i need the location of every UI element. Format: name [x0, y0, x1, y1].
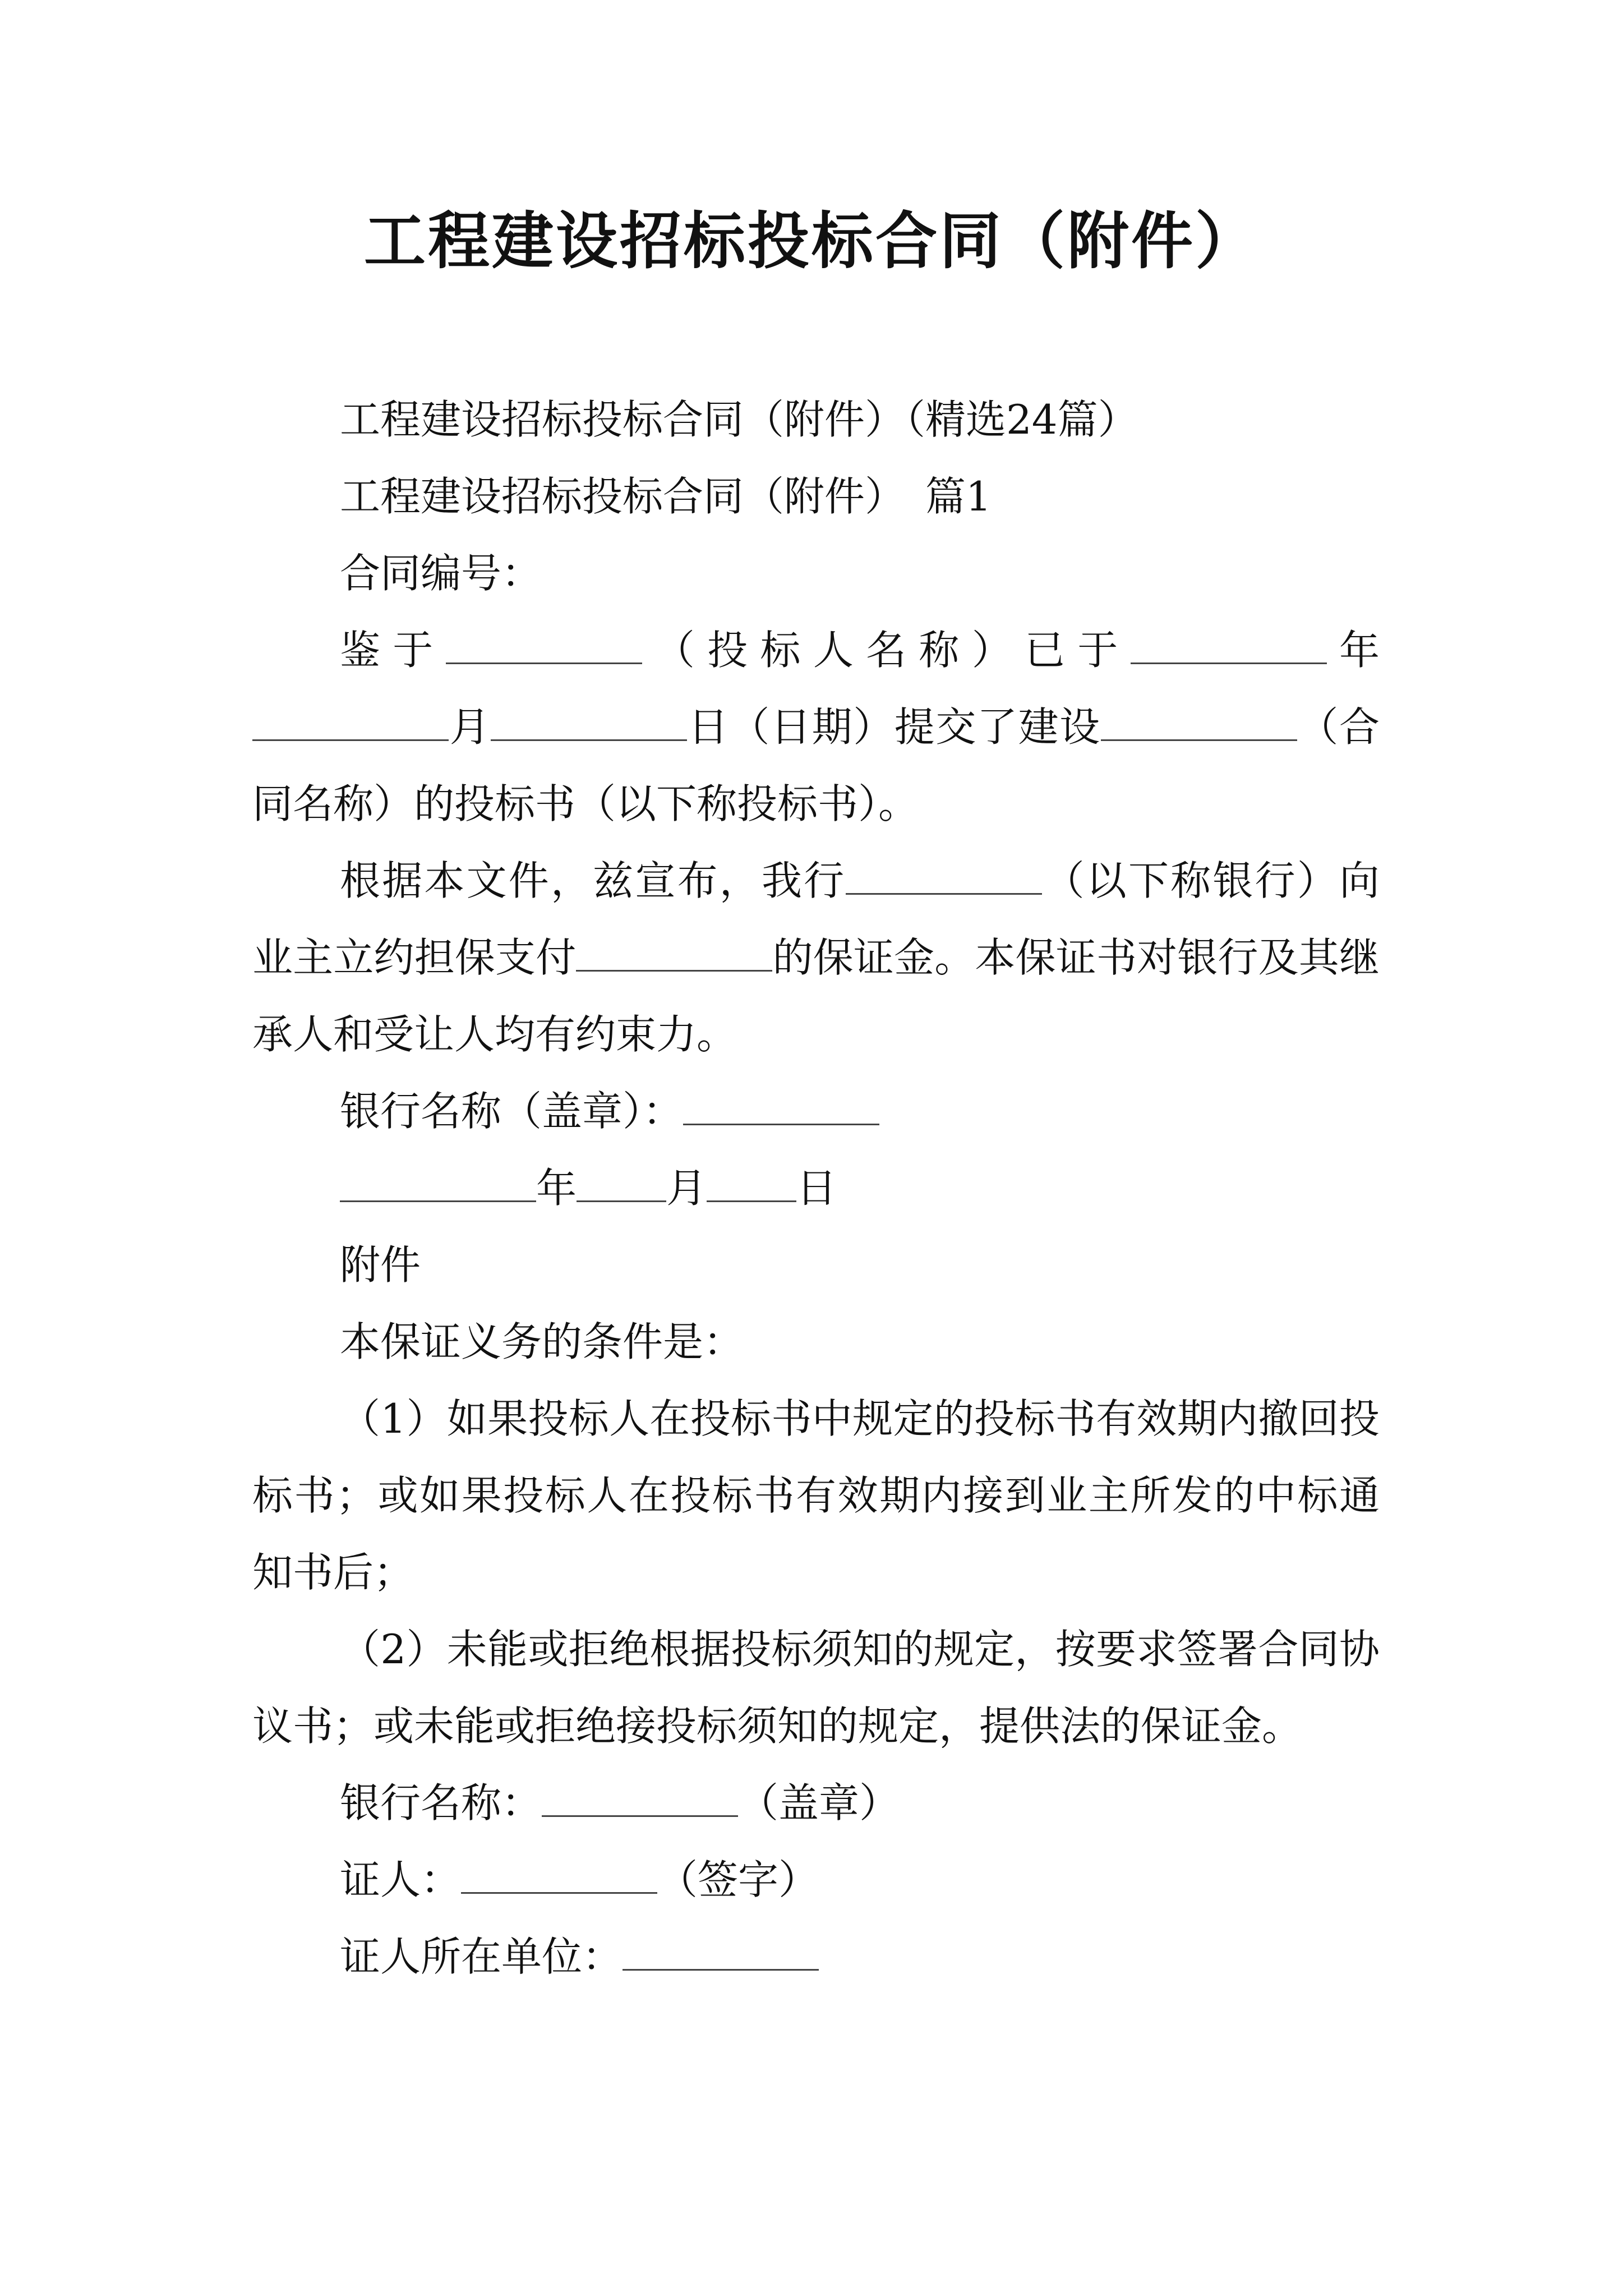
date-year-blank[interactable]	[340, 1167, 536, 1202]
witness-unit-line	[252, 1918, 1380, 1995]
bank-name-label: 银行名称：	[340, 1779, 542, 1826]
declare-text-3: 的保证金。本保证书对银行及其继承人和受让人均有约束力。	[252, 934, 1380, 1058]
declare-text-1: 根据本文件，兹宣布，我行	[340, 857, 846, 904]
whereas-paragraph	[252, 612, 1380, 689]
witness-line	[252, 1842, 1380, 1918]
year-blank[interactable]	[1131, 629, 1327, 664]
condition-1: （1）如果投标人在投标书中规定的投标书有效期内撤回投标书；或如果投标人在投标书有效期内接到业主所发的中标通知书后；	[252, 1395, 1380, 1596]
whereas-text-2: （投标人名称）已于	[642, 627, 1131, 674]
month-blank[interactable]	[252, 706, 449, 741]
witness-sign: （签字）	[657, 1856, 819, 1903]
date-month-blank[interactable]	[577, 1167, 666, 1202]
date-line	[252, 1150, 1380, 1227]
whereas-text-6a: （合	[1297, 703, 1380, 751]
day-blank[interactable]	[491, 706, 687, 741]
declare-text-2: （以下称银行）向业主立约担保支付	[252, 857, 1380, 981]
date-year: 年	[536, 1165, 577, 1212]
conditions-intro: 本保证义务的条件是：	[340, 1318, 744, 1365]
whereas-text-5: 日（日期）提交了建设	[687, 703, 1101, 751]
bank-seal-line	[252, 1073, 1380, 1150]
witness-unit-label: 证人所在单位：	[340, 1933, 623, 1980]
whereas-paragraph-line2	[252, 689, 1380, 766]
witness-blank[interactable]	[461, 1858, 657, 1894]
subtitle: 工程建设招标投标合同（附件）（精选24篇）	[340, 396, 1138, 443]
document-title: 工程建设招标投标合同（附件）	[364, 205, 1259, 277]
bank-name-seal: （盖章）	[738, 1779, 900, 1826]
document-body	[252, 381, 1380, 1995]
attachment-label: 附件	[340, 1241, 421, 1289]
whereas-text-1: 鉴于	[340, 627, 446, 674]
date-month: 月	[666, 1165, 707, 1212]
amount-blank[interactable]	[576, 936, 772, 972]
whereas-text-4: 月	[449, 703, 491, 751]
bank-blank[interactable]	[846, 859, 1042, 895]
bidder-name-blank[interactable]	[446, 629, 642, 664]
bank-seal-blank[interactable]	[683, 1090, 879, 1125]
date-day: 日	[796, 1165, 837, 1212]
bank-name-line	[252, 1765, 1380, 1842]
contract-number-label: 合同编号：	[340, 550, 542, 597]
whereas-paragraph-line3: 同名称）的投标书（以下称投标书）。	[252, 780, 919, 827]
whereas-text-3: 年	[1326, 627, 1380, 674]
bank-seal-label: 银行名称（盖章）：	[340, 1088, 684, 1135]
contract-name-blank[interactable]	[1101, 706, 1297, 741]
witness-label: 证人：	[340, 1856, 462, 1903]
declare-paragraph	[252, 843, 1380, 1073]
date-day-blank[interactable]	[707, 1167, 796, 1202]
condition-2: （2）未能或拒绝根据投标须知的规定，按要求签署合同协议书；或未能或拒绝接投标须知的规定，提供法的保证金。	[252, 1626, 1380, 1750]
witness-unit-blank[interactable]	[623, 1935, 819, 1971]
section-heading: 工程建设招标投标合同（附件） 篇1	[340, 473, 992, 520]
bank-name-blank[interactable]	[542, 1782, 738, 1817]
